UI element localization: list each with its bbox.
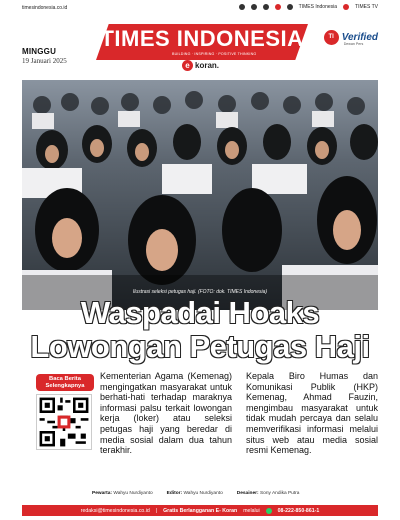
facebook-icon[interactable] — [251, 4, 257, 10]
social-tv: TIMES TV — [355, 4, 378, 10]
tiktok-icon[interactable] — [287, 4, 293, 10]
issue-date — [22, 47, 67, 65]
ekoran-text: koran. — [195, 61, 220, 70]
credit-designer: Desainer: Sony Andika Putra — [236, 491, 300, 496]
issue-date-text: 19 Januari 2025 — [22, 57, 67, 65]
footer-bar — [22, 505, 378, 516]
verified-sub: Dewan Pers — [343, 42, 364, 46]
instagram-icon[interactable] — [239, 4, 245, 10]
headline — [22, 296, 378, 364]
tv-icon[interactable] — [343, 4, 349, 10]
site-url[interactable]: timesindonesia.co.id — [22, 5, 68, 11]
hero-photo-illustration — [22, 80, 378, 310]
credit-editor: Editor: Wahyu Nurdiyanto — [166, 491, 223, 496]
footer-phone[interactable]: 08-222-850-861-1 — [277, 507, 320, 514]
article-column-2: Kepala Biro Humas dan Komunikasi Publik (HKP) Kemenag, Ahmad Fauzin, mengimbau masyarakat untuk tidak mudah percaya dan selalu memverifikasi informasi melalui situs web atau media sosial resmi Kemenag. — [246, 371, 378, 456]
headline-line-2: Lowongan Petugas Haji — [30, 329, 370, 364]
headline-line-1: Waspadai Hoaks — [80, 295, 320, 330]
article-column-1: Kementerian Agama (Kemenag) mengingatkan masyarakat untuk berhati-hati terhadap maraknya informasi palsu terkait lowongan kerja (loker) atau seleksi petugas haji yang beredar di media sosial dalam dua tahun terakhir. — [100, 371, 232, 456]
photo-caption: Ilustrasi seleksi petugas haji. (FOTO: dok. TIMES Indonesia) — [132, 289, 268, 295]
verified-logo-icon: TI — [324, 30, 339, 45]
masthead-title: TIMES INDONESIA — [100, 26, 304, 51]
footer-via: melalui — [243, 507, 260, 514]
footer-email[interactable]: redaksi@timesindonesia.co.id — [80, 507, 150, 514]
verified-text: Verified — [341, 32, 378, 43]
credits — [92, 491, 299, 496]
social-links — [239, 4, 378, 10]
ekoran-e-icon: e — [182, 60, 193, 71]
qr-label: Baca Berita Selengkapnya — [36, 374, 94, 391]
masthead-tagline: BUILDING · INSPIRING · POSITIVE THINKING — [172, 52, 257, 56]
qr-block[interactable] — [36, 374, 94, 456]
hero-photo — [22, 80, 378, 310]
qr-code-icon[interactable] — [36, 394, 92, 450]
whatsapp-icon[interactable] — [266, 508, 272, 514]
footer-promo: Gratis Berlangganan E- Koran — [163, 507, 238, 514]
ekoran-logo — [182, 60, 219, 71]
social-brand: TIMES Indonesia — [298, 4, 338, 10]
footer-divider: | — [155, 507, 158, 514]
masthead-logo — [96, 20, 308, 64]
x-icon[interactable] — [263, 4, 269, 10]
youtube-icon[interactable] — [275, 4, 281, 10]
credit-reporter: Pewarta: Wahyu Nurdiyanto — [92, 491, 153, 496]
verified-badge — [324, 30, 378, 45]
top-strip — [0, 0, 400, 18]
issue-day: MINGGU — [22, 47, 57, 56]
